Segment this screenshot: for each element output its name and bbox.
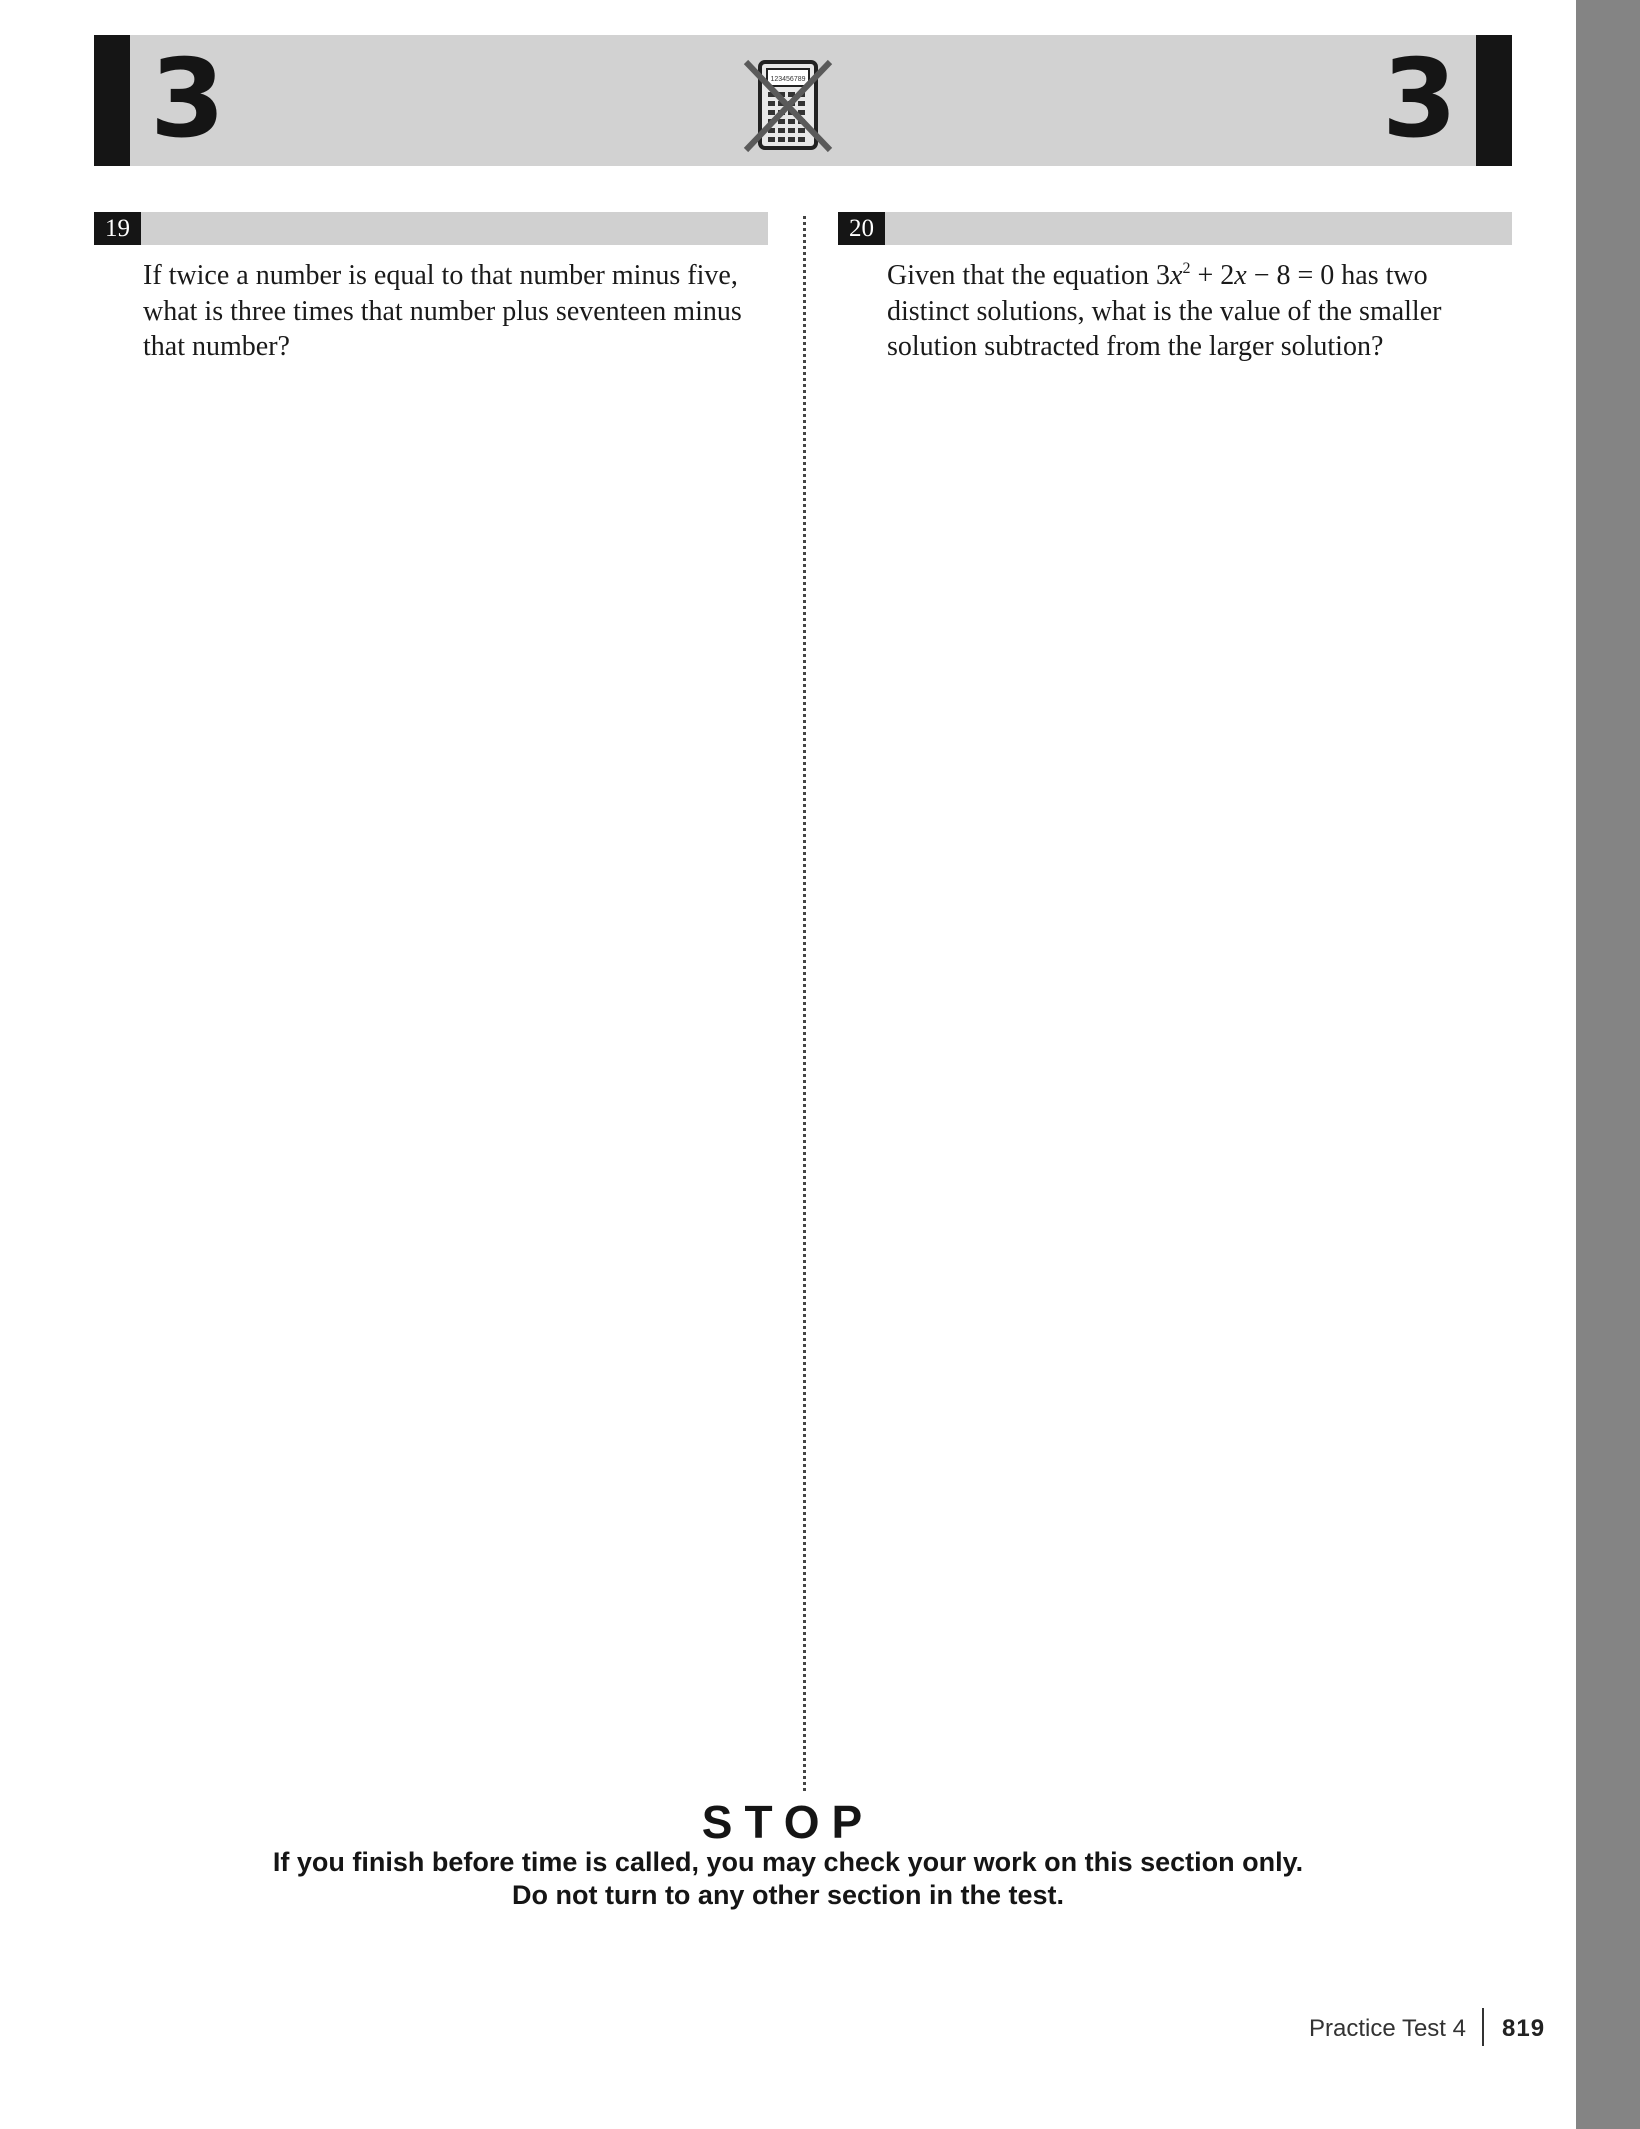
equation-variable: x: [1170, 260, 1183, 291]
question-text-line: solution subtracted from the larger solution?: [887, 331, 1384, 362]
equation-text: Given that the equation 3: [887, 260, 1171, 291]
question-text-line: distinct solutions, what is the value of the smaller: [887, 295, 1442, 327]
equation-text: + 2: [1190, 260, 1235, 291]
calculator-screen-text: 123456789: [770, 76, 806, 83]
question-19-text: [143, 258, 783, 365]
equation-text: − 8 = 0 has two: [1246, 260, 1428, 291]
footer-label: Practice Test 4: [1309, 2015, 1466, 2042]
equation-variable: x: [1234, 260, 1247, 291]
equation-exponent: 2: [1182, 260, 1191, 277]
question-text-line: that number?: [143, 331, 290, 362]
column-divider: [803, 216, 806, 1791]
banner-left-bar: [94, 35, 130, 166]
section-number-left: 3: [150, 37, 226, 162]
question-20-text: [887, 258, 1507, 365]
banner-right-bar: [1476, 35, 1512, 166]
question-20-header-bar: [838, 212, 1512, 245]
question-number: 20: [838, 212, 885, 245]
footer-separator: [1482, 2008, 1484, 2046]
stop-title: STOP: [701, 1796, 875, 1848]
page-number: 819: [1502, 2015, 1546, 2042]
stop-instruction-line-2: Do not turn to any other section in the test.: [511, 1880, 1064, 1910]
question-text-line: If twice a number is equal to that number minus five,: [143, 260, 738, 291]
no-calculator-icon: [740, 56, 836, 154]
question-text-line: [887, 258, 1507, 294]
stop-instruction-line-1: If you finish before time is called, you may check your work on this section only.: [272, 1847, 1304, 1877]
section-number-right: 3: [1382, 37, 1458, 162]
question-text-line: what is three times that number plus seventeen minus: [143, 295, 742, 327]
question-number: 19: [94, 212, 141, 245]
question-19-header-bar: [94, 212, 768, 245]
side-edge-tab: [1576, 0, 1640, 2129]
